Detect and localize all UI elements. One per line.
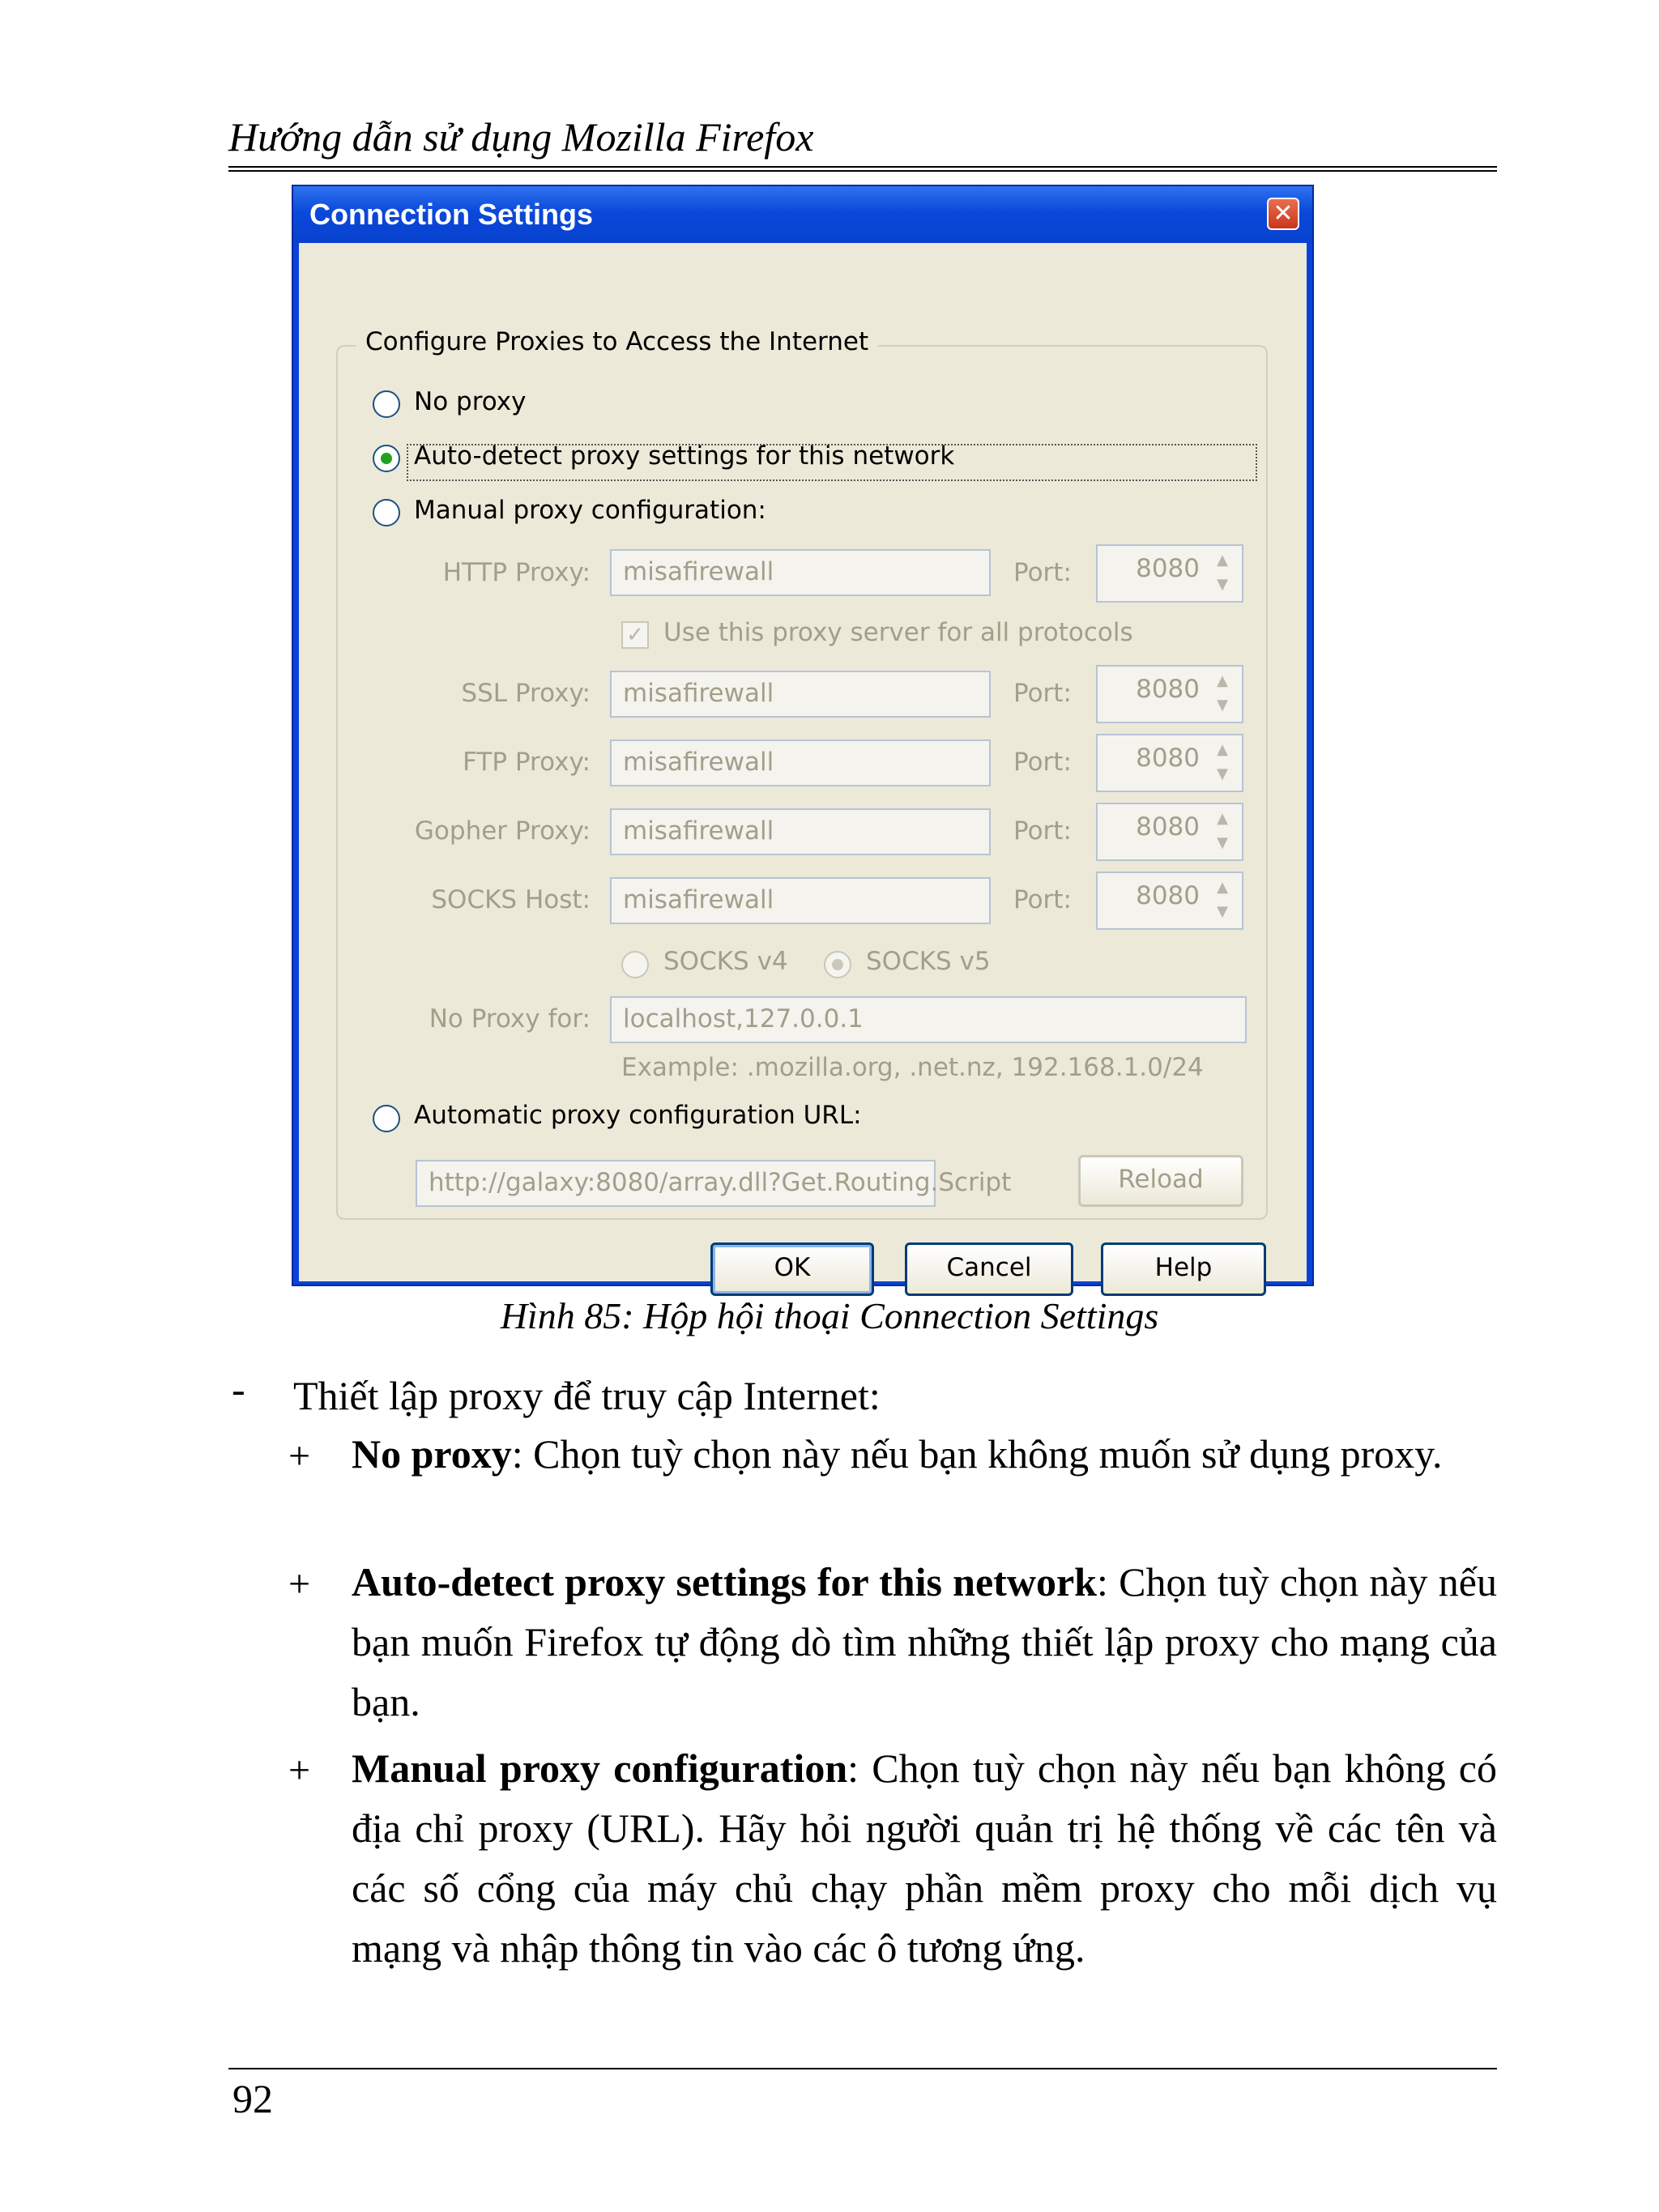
close-icon[interactable]: ✕ — [1267, 198, 1299, 230]
proxy-group-label: Configure Proxies to Access the Internet — [356, 327, 878, 356]
list-item-manual — [352, 1738, 1497, 1978]
list-dash: - — [232, 1366, 245, 1412]
socks-v5-radio[interactable] — [824, 951, 851, 978]
ssl-proxy-label: SSL Proxy: — [461, 679, 591, 708]
figure-caption: Hình 85: Hộp hội thoại Connection Settings — [500, 1295, 1159, 1336]
use-same-proxy-checkbox[interactable]: ✓ — [621, 621, 649, 649]
item-term: Manual proxy configuration — [352, 1745, 848, 1791]
socks-host-input[interactable]: misafirewall — [610, 877, 991, 924]
dialog-client-area — [299, 243, 1307, 1281]
item-term: No proxy — [352, 1431, 512, 1477]
socks-host-label: SOCKS Host: — [431, 885, 591, 914]
header-rule — [228, 166, 1497, 168]
footer-rule — [228, 2068, 1497, 2069]
socks-port-value: 8080 — [1136, 881, 1200, 910]
socks-port-spinner[interactable] — [1096, 872, 1243, 930]
socks-v5-label: SOCKS v5 — [866, 947, 991, 976]
ftp-port-spinner[interactable] — [1096, 734, 1243, 792]
ftp-port-value: 8080 — [1136, 744, 1200, 773]
header-rule-double — [228, 170, 1497, 172]
item-description: : Chọn tuỳ chọn này nếu bạn không muốn sử dụng proxy. — [511, 1431, 1443, 1477]
spin-up-icon[interactable]: ▲ — [1217, 672, 1228, 689]
http-port-value: 8080 — [1136, 554, 1200, 583]
item-term: Auto-detect proxy settings for this network — [352, 1559, 1097, 1605]
no-proxy-for-label: No Proxy for: — [429, 1004, 591, 1034]
list-item-no-proxy — [352, 1424, 1497, 1484]
ok-button[interactable]: OK — [710, 1242, 874, 1296]
spin-up-icon[interactable]: ▲ — [1217, 552, 1228, 569]
cancel-button[interactable]: Cancel — [905, 1242, 1073, 1296]
auto-detect-label[interactable]: Auto-detect proxy settings for this network — [414, 441, 955, 471]
gopher-port-label: Port: — [1013, 816, 1072, 846]
connection-settings-dialog — [292, 185, 1314, 1286]
gopher-proxy-input[interactable]: misafirewall — [610, 808, 991, 855]
auto-url-radio[interactable] — [373, 1105, 400, 1132]
help-button[interactable]: Help — [1101, 1242, 1266, 1296]
http-proxy-input[interactable]: misafirewall — [610, 549, 991, 596]
ftp-port-label: Port: — [1013, 748, 1072, 777]
ssl-port-spinner[interactable] — [1096, 665, 1243, 723]
spin-up-icon[interactable]: ▲ — [1217, 879, 1228, 896]
bullet-plus: + — [288, 1562, 311, 1605]
gopher-port-value: 8080 — [1136, 812, 1200, 842]
manual-proxy-label[interactable]: Manual proxy configuration: — [414, 496, 766, 525]
bullet-plus: + — [288, 1434, 311, 1477]
item-description: : Chọn tuỳ chọn này nếu bạn không có địa chỉ proxy (URL). Hãy hỏi người quản trị hệ thống về các tên và các số cổng của máy chủ chạy phần mềm proxy cho mỗi dịch vụ mạng và nhập thông tin vào các ô tương ứng. — [352, 1745, 1497, 1971]
intro-text: Thiết lập proxy để truy cập Internet: — [293, 1373, 881, 1418]
use-same-proxy-label: Use this proxy server for all protocols — [663, 618, 1133, 647]
no-proxy-radio[interactable] — [373, 390, 400, 418]
ftp-proxy-label: FTP Proxy: — [463, 748, 591, 777]
socks-v4-radio[interactable] — [621, 951, 649, 978]
spin-down-icon[interactable]: ▼ — [1217, 576, 1228, 593]
spin-up-icon[interactable]: ▲ — [1217, 810, 1228, 827]
ssl-proxy-input[interactable]: misafirewall — [610, 671, 991, 718]
ssl-port-label: Port: — [1013, 679, 1072, 708]
no-proxy-for-input[interactable]: localhost,127.0.0.1 — [610, 996, 1247, 1043]
http-proxy-label: HTTP Proxy: — [442, 558, 591, 587]
ftp-proxy-input[interactable]: misafirewall — [610, 739, 991, 786]
list-item-auto-detect — [352, 1552, 1497, 1732]
ssl-port-value: 8080 — [1136, 675, 1200, 704]
auto-url-input[interactable]: http://galaxy:8080/array.dll?Get.Routing.Script — [416, 1160, 936, 1207]
dialog-titlebar[interactable] — [293, 186, 1312, 243]
gopher-port-spinner[interactable] — [1096, 803, 1243, 861]
spin-down-icon[interactable]: ▼ — [1217, 697, 1228, 714]
socks-port-label: Port: — [1013, 885, 1072, 914]
http-port-spinner[interactable] — [1096, 544, 1243, 603]
page-number: 92 — [232, 2076, 273, 2121]
manual-proxy-radio[interactable] — [373, 499, 400, 526]
bullet-plus: + — [288, 1749, 311, 1792]
spin-down-icon[interactable]: ▼ — [1217, 765, 1228, 782]
auto-detect-radio[interactable] — [373, 445, 400, 472]
no-proxy-example: Example: .mozilla.org, .net.nz, 192.168.1.0/24 — [621, 1053, 1204, 1082]
http-port-label: Port: — [1013, 558, 1072, 587]
reload-button[interactable]: Reload — [1078, 1155, 1243, 1207]
spin-down-icon[interactable]: ▼ — [1217, 903, 1228, 920]
socks-v4-label: SOCKS v4 — [663, 947, 788, 976]
page-header-title: Hướng dẫn sử dụng Mozilla Firefox — [228, 114, 814, 160]
no-proxy-label[interactable]: No proxy — [414, 387, 527, 416]
dialog-title: Connection Settings — [309, 198, 593, 231]
gopher-proxy-label: Gopher Proxy: — [414, 816, 591, 846]
spin-up-icon[interactable]: ▲ — [1217, 741, 1228, 758]
auto-url-label[interactable]: Automatic proxy configuration URL: — [414, 1101, 862, 1130]
spin-down-icon[interactable]: ▼ — [1217, 834, 1228, 851]
item-description: : Chọn tuỳ chọn này nếu bạn muốn Firefox tự động dò tìm những thiết lập proxy cho mạng của bạn. — [352, 1559, 1497, 1724]
